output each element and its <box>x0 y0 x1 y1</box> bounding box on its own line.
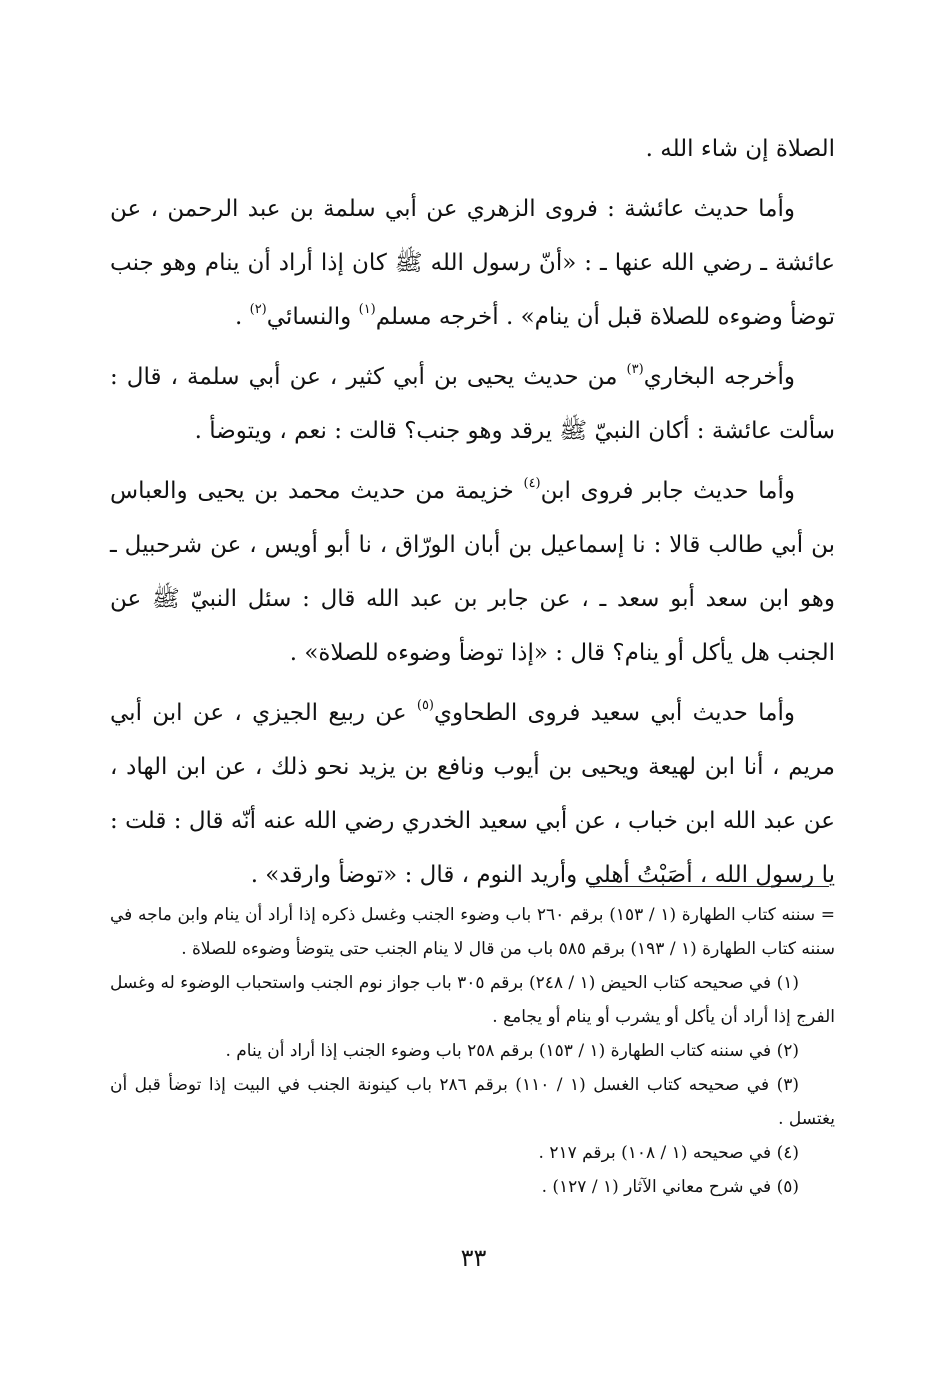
footnote-continuation: = سننه كتاب الطهارة (١ / ١٥٣) برقم ٢٦٠ باب وضوء الجنب وغسل ذكره إذا أراد أن ينام وابن ماجه في سننه كتاب الطهارة (١ / ١٩٣) برقم ٥٨٥ باب من قال لا ينام الجنب حتى يتوضأ وضوءه للصلاة . <box>110 905 835 959</box>
paragraph-1-text: وأما حديث عائشة : فروى الزهري عن أبي سلمة بن عبد الرحمن ، عن عائشة ـ رضي الله عنها ـ : «أنّ رسول الله ﷺ كان إذا أراد أن ينام وهو جنب توضأ وضوءه للصلاة قبل أن ينام» . أخرجه مسلم <box>110 196 835 330</box>
footnote-2: (٢) في سننه كتاب الطهارة (١ / ١٥٣) برقم ٢٥٨ باب وضوء الجنب إذا أراد أن ينام . <box>225 1041 799 1061</box>
page-number: ٣٣ <box>460 1244 487 1272</box>
paragraph-3-a: وأما حديث جابر فروى ابن <box>540 478 795 504</box>
footnotes <box>110 898 835 1204</box>
footnote-4: (٤) في صحيحه (١ / ١٠٨) برقم ٢١٧ . <box>538 1143 799 1163</box>
paragraph-0: الصلاة إن شاء الله . <box>645 136 835 162</box>
paragraph-1-end: . <box>234 304 250 330</box>
footnote-5: (٥) في شرح معاني الآثار (١ / ١٢٧) . <box>541 1177 799 1197</box>
footnote-ref-4: (٤) <box>523 476 541 491</box>
paragraph-3-b: خزيمة من حديث محمد بن يحيى والعباس بن أبي طالب قالا : نا إسماعيل بن أبان الورّاق ، نا أبو أويس ، عن شرحبيل ـ وهو ابن سعد أبو سعد ـ ، عن جابر بن عبد الله قال : سئل النبيّ ﷺ عن الجنب هل يأكل أو ينام؟ قال : «إذا توضأ وضوءه للصلاة» . <box>110 478 835 666</box>
paragraph-1 <box>110 182 835 344</box>
paragraph-1-mid: والنسائي <box>266 304 359 330</box>
footnote-divider <box>589 886 829 887</box>
paragraph-3 <box>110 464 835 680</box>
footnote-ref-1: (١) <box>358 302 376 317</box>
paragraph-2-b: من حديث يحيى بن أبي كثير ، عن أبي سلمة ، قال : سألت عائشة : أكان النبيّ ﷺ يرقد وهو جنب؟ قالت : نعم ، ويتوضأ . <box>110 364 835 444</box>
footnote-ref-2: (٢) <box>249 302 267 317</box>
paragraph-2 <box>110 350 835 458</box>
footnote-ref-3: (٣) <box>626 362 644 377</box>
footnote-1: (١) في صحيحه كتاب الحيض (١ / ٢٤٨) برقم ٣٠٥ باب جواز نوم الجنب واستحباب الوضوء له وغسل الفرج إذا أراد أن يأكل أو يشرب أو ينام أو يجامع . <box>110 973 835 1027</box>
footnote-ref-5: (٥) <box>416 698 434 713</box>
paragraph-4 <box>110 686 835 902</box>
paragraph-4-a: وأما حديث أبي سعيد فروى الطحاوي <box>434 700 795 726</box>
paragraph-2-a: وأخرجه البخاري <box>643 364 795 390</box>
main-text <box>110 122 835 908</box>
footnote-3: (٣) في صحيحه كتاب الغسل (١ / ١١٠) برقم ٢٨٦ باب كينونة الجنب في البيت إذا توضأ قبل أن يغتسل . <box>110 1075 835 1129</box>
paragraph-4-b: عن ربيع الجيزي ، عن ابن أبي مريم ، أنا ابن لهيعة ويحيى بن أيوب ونافع بن يزيد نحو ذلك ، عن ابن الهاد ، عن عبد الله ابن خباب ، عن أبي سعيد الخدري رضي الله عنه أنّه قال : قلت : يا رسول الله ، أصَبْتُ أهلي وأريد النوم ، قال : «توضأ وارقد» . <box>110 700 835 888</box>
